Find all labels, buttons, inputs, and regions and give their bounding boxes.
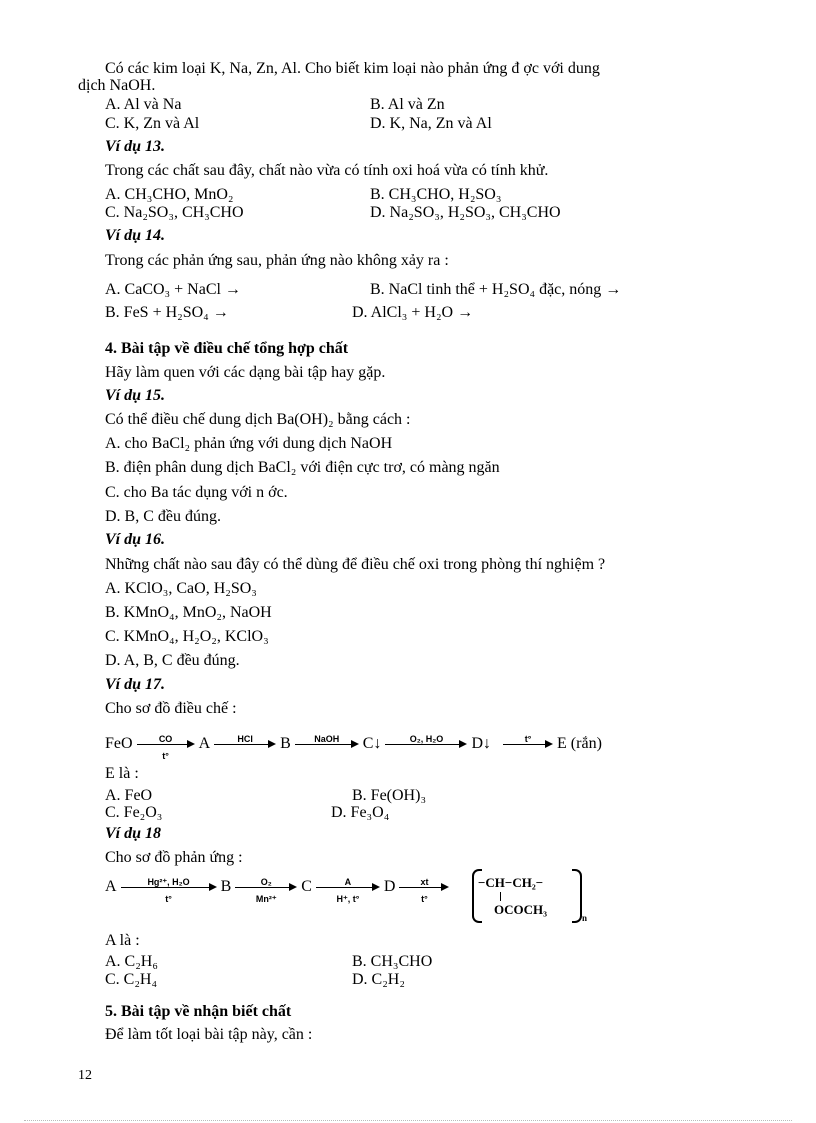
reaction-arrow-1 bbox=[137, 734, 195, 762]
q18-option-c: C. C₂H₄ bbox=[105, 971, 158, 988]
q18-text: Cho sơ đồ phản ứng : bbox=[105, 849, 243, 866]
reaction-arrow-5 bbox=[503, 735, 553, 753]
q17-option-a: A. FeO bbox=[105, 787, 153, 804]
q17-question: E là : bbox=[105, 765, 139, 782]
q14-option-a: A. CaCO₃ + NaCl → bbox=[105, 281, 241, 298]
q18-option-a: A. C₂H₆ bbox=[105, 953, 158, 970]
q18-option-b: B. CH₃CHO bbox=[352, 953, 433, 970]
reagent-label: O₂ bbox=[260, 877, 272, 888]
reagent-label: Hg²⁺, H₂O bbox=[147, 877, 190, 888]
q18-title: Ví dụ 18 bbox=[105, 825, 162, 842]
scheme-species-b: B bbox=[280, 735, 291, 752]
q13-option-c: C. Na₂SO₃, CH₃CHO bbox=[105, 204, 244, 221]
q13-option-b: B. CH₃CHO, H₂SO₃ bbox=[370, 186, 502, 203]
condition-label: t° bbox=[524, 734, 532, 745]
q12-option-b: B. Al và Zn bbox=[370, 96, 445, 113]
catalyst-label: xt bbox=[420, 877, 429, 888]
polymer-index-n: n bbox=[582, 913, 588, 923]
section-5-intro: Để làm tốt loại bài tập này, cần : bbox=[105, 1026, 313, 1043]
reagent-label: NaOH bbox=[314, 734, 340, 745]
q12-option-d: D. K, Na, Zn và Al bbox=[370, 115, 492, 132]
q17-option-c: C. Fe₂O₃ bbox=[105, 804, 163, 821]
reagent-label: A bbox=[344, 877, 352, 888]
q15-option-d: D. B, C đều đúng. bbox=[105, 508, 221, 525]
q12-text-line2: dịch NaOH. bbox=[78, 77, 156, 94]
q16-text: Những chất nào sau đây có thể dùng để điều chế oxi trong phòng thí nghiệm ? bbox=[105, 556, 606, 573]
scheme-species-a: A bbox=[105, 878, 117, 895]
q18-question: A là : bbox=[105, 932, 140, 949]
polymer-main-chain: −CH−CH₂− bbox=[478, 875, 544, 890]
condition-label: t° bbox=[162, 751, 169, 762]
q14-text: Trong các phản ứng sau, phản ứng nào không xảy ra : bbox=[105, 252, 449, 269]
scheme-species-e: E (rắn) bbox=[557, 735, 602, 752]
page-number: 12 bbox=[78, 1068, 92, 1083]
condition-label: H⁺, t° bbox=[336, 894, 360, 905]
q13-text: Trong các chất sau đây, chất nào vừa có tính oxi hoá vừa có tính khử. bbox=[105, 162, 549, 179]
q15-title: Ví dụ 15. bbox=[105, 387, 166, 404]
section-4-heading: 4. Bài tập về điều chế tổng hợp chất bbox=[105, 340, 349, 357]
right-bracket bbox=[572, 869, 582, 923]
reaction-arrow-4 bbox=[385, 735, 467, 753]
q14-option-d: D. AlCl₃ + H₂O → bbox=[352, 304, 474, 321]
scheme-species-b: B bbox=[220, 878, 232, 895]
q16-title: Ví dụ 16. bbox=[105, 531, 166, 548]
scheme-species-d: D bbox=[383, 878, 396, 895]
scheme-species-a: A bbox=[198, 735, 211, 752]
condition-label: t° bbox=[165, 894, 172, 905]
reagent-label: HCl bbox=[237, 734, 253, 745]
q17-option-d: D. Fe₃O₄ bbox=[331, 804, 390, 821]
q14-title: Ví dụ 14. bbox=[105, 227, 166, 244]
reaction-arrow-1 bbox=[121, 877, 217, 905]
polymer-branch-bond bbox=[500, 892, 501, 901]
reaction-arrow-3 bbox=[295, 735, 359, 753]
reaction-arrow-4 bbox=[399, 877, 449, 905]
scheme-species-feo: FeO bbox=[105, 735, 133, 752]
q16-option-c: C. KMnO₄, H₂O₂, KClO₃ bbox=[105, 628, 269, 645]
q13-option-d: D. Na₂SO₃, H₂SO₃, CH₃CHO bbox=[370, 204, 561, 221]
q17-option-b: B. Fe(OH)₃ bbox=[352, 787, 427, 804]
q18-option-d: D. C₂H₂ bbox=[352, 971, 405, 988]
q12-option-c: C. K, Zn và Al bbox=[105, 115, 200, 132]
q15-option-c: C. cho Ba tác dụng với n ớc. bbox=[105, 484, 288, 501]
q17-title: Ví dụ 17. bbox=[105, 676, 166, 693]
q15-option-b: B. điện phân dung dịch BaCl₂ với điện cực trơ, có màng ngăn bbox=[105, 459, 500, 476]
reaction-arrow-2 bbox=[235, 877, 297, 905]
q13-option-a: A. CH₃CHO, MnO₂ bbox=[105, 186, 234, 203]
condition-label: t° bbox=[421, 894, 428, 905]
q16-option-b: B. KMnO₄, MnO₂, NaOH bbox=[105, 604, 272, 621]
polymer-branch-group: OCOCH₃ bbox=[494, 902, 548, 917]
q13-title: Ví dụ 13. bbox=[105, 138, 166, 155]
q17-text: Cho sơ đồ điều chế : bbox=[105, 700, 237, 717]
reagent-label: O₂, H₂O bbox=[409, 734, 444, 745]
q16-option-a: A. KClO₃, CaO, H₂SO₃ bbox=[105, 580, 257, 597]
catalyst-label: Mn²⁺ bbox=[255, 894, 277, 905]
q18-reaction-scheme bbox=[105, 877, 453, 905]
q16-option-d: D. A, B, C đều đúng. bbox=[105, 652, 240, 669]
scheme-species-d: D↓ bbox=[471, 735, 492, 752]
q15-text: Có thể điều chế dung dịch Ba(OH)₂ bằng cách : bbox=[105, 411, 411, 428]
q12-option-a: A. Al và Na bbox=[105, 96, 182, 113]
reagent-label: CO bbox=[158, 734, 173, 745]
scheme-species-c: C↓ bbox=[362, 735, 382, 752]
q14-option-b: B. NaCl tinh thể + H₂SO₄ đặc, nóng → bbox=[370, 281, 622, 298]
q17-reaction-scheme bbox=[105, 734, 602, 762]
reaction-arrow-2 bbox=[214, 735, 276, 753]
reaction-arrow-3 bbox=[316, 877, 380, 905]
q12-text-line1: Có các kim loại K, Na, Zn, Al. Cho biết kim loại nào phản ứng đ ợc với dung bbox=[105, 60, 600, 77]
section-5-heading: 5. Bài tập về nhận biết chất bbox=[105, 1003, 292, 1020]
page-bottom-divider bbox=[24, 1120, 792, 1121]
q14-option-c: B. FeS + H₂SO₄ → bbox=[105, 304, 229, 321]
polymer-structure bbox=[472, 869, 588, 929]
section-4-intro: Hãy làm quen với các dạng bài tập hay gặp. bbox=[105, 364, 386, 381]
scheme-species-c: C bbox=[301, 878, 312, 895]
q15-option-a: A. cho BaCl₂ phản ứng với dung dịch NaOH bbox=[105, 435, 393, 452]
